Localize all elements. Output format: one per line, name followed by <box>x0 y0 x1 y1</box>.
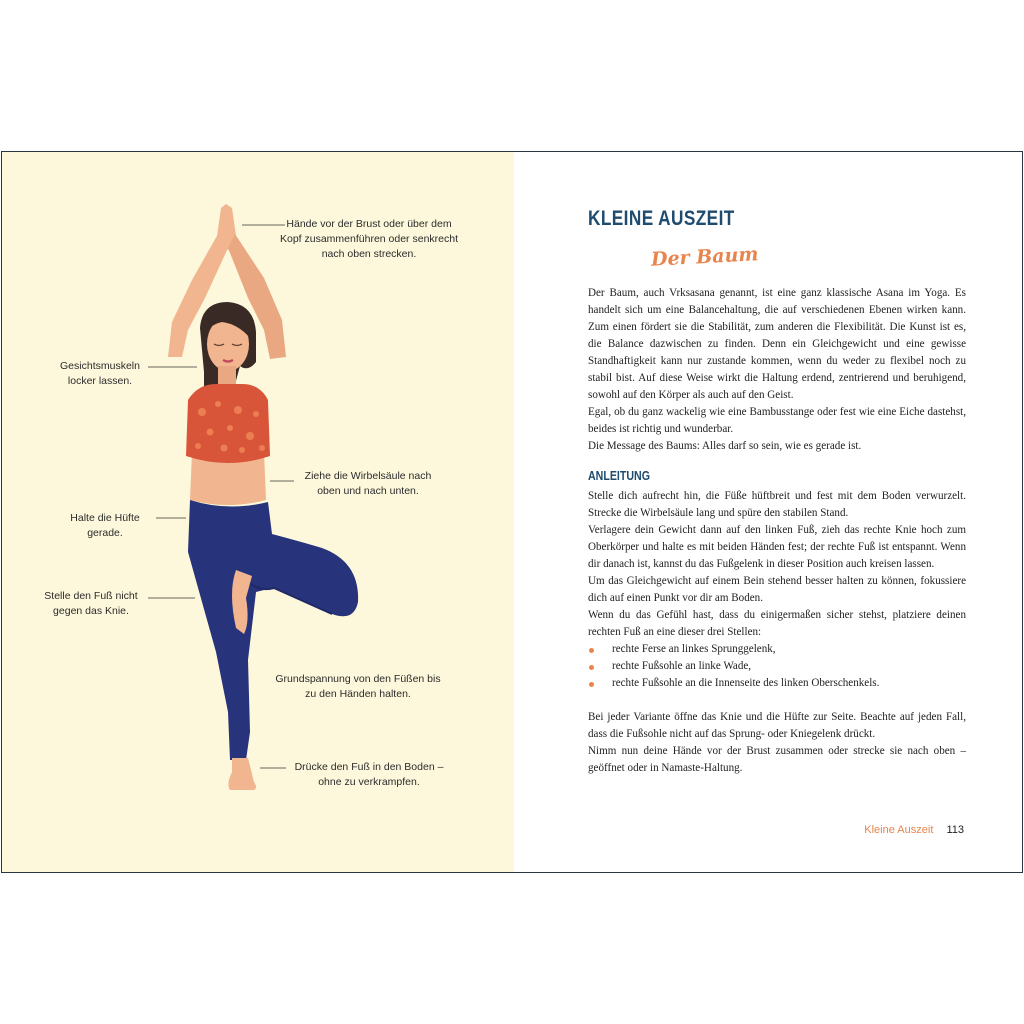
instruction-paragraph: Stelle dich aufrecht hin, die Füße hüftbreit und fest mit dem Boden verwurzelt. Strecke die Wirbelsäule lang und spüre den stabilen Stand. <box>588 490 966 519</box>
intro-paragraph: Egal, ob du ganz wackelig wie eine Bambusstange oder fest wie eine Eiche dastehst, beides ist richtig und wunderbar. <box>588 406 966 435</box>
intro-paragraph: Die Message des Baums: Alles darf so sein, wie es gerade ist. <box>588 440 862 452</box>
closing-paragraph: Bei jeder Variante öffne das Knie und die Hüfte zur Seite. Beachte auf jeden Fall, dass die Fußsohle nicht auf das Sprung- oder Kniegelenk drückt. <box>588 711 966 740</box>
page-heading: KLEINE AUSZEIT <box>588 207 735 230</box>
list-item: rechte Ferse an linkes Sprunggelenk, <box>588 641 966 658</box>
callout-hip: Halte die Hüfte gerade. <box>70 512 140 539</box>
callout-foot: Stelle den Fuß nicht gegen das Knie. <box>44 590 138 617</box>
instruction-paragraph: Wenn du das Gefühl hast, dass du einigermaßen sicher stehst, platziere deinen rechten Fuß an eine dieser drei Stellen: <box>588 609 966 638</box>
callout-tension: Grundspannung von den Füßen bis zu den Händen halten. <box>275 673 441 700</box>
section-heading-instructions: ANLEITUNG <box>588 469 650 483</box>
instruction-paragraph: Verlagere dein Gewicht dann auf den linken Fuß, zieh das rechte Knie hoch zum Oberkörper und halte es mit beiden Händen fest; der rechte Fuß ist entspannt. Wenn dir danach ist, kannst du das Fußgelenk in dieser Position auch kreisen lassen. <box>588 524 966 570</box>
book-spread <box>1 151 1023 873</box>
spacer <box>588 692 966 709</box>
page-number: 113 <box>946 824 964 836</box>
position-list <box>588 641 966 692</box>
page-footer <box>864 824 964 836</box>
script-title: Der Baum <box>650 243 759 271</box>
right-page <box>514 152 1022 872</box>
intro-paragraph: Der Baum, auch Vrksasana genannt, ist eine ganz klassische Asana im Yoga. Es handelt sich um eine Balancehaltung, die auf verschiedenen Ebenen wirken kann. Zum einen fördert sie die Stabilität, zum anderen die Flexibilität. Die Kunst ist es, die Balance dazwischen zu finden. Denn ein Gleichgewicht und eine gewisse Standhaftigkeit kann nur zustande kommen, wenn du weder zu flexibel noch zu stabil bist. Auf diese Weise wirkt die Haltung erdend, zentrierend und beruhigend, sowohl auf den Körper als auch auf den Geist. <box>588 287 966 401</box>
instruction-paragraph: Um das Gleichgewicht auf einem Bein stehend besser halten zu können, fokussiere dich auf einen Punkt vor dir am Boden. <box>588 575 966 604</box>
intro-text <box>588 285 966 455</box>
callout-standing-foot: Drücke den Fuß in den Boden – ohne zu verkrampfen. <box>294 761 444 788</box>
footer-section-title: Kleine Auszeit <box>864 824 934 836</box>
list-item: rechte Fußsohle an die Innenseite des linken Oberschenkels. <box>588 675 966 692</box>
instruction-text <box>588 488 966 777</box>
closing-paragraph: Nimm nun deine Hände vor der Brust zusammen oder strecke sie nach oben – geöffnet oder in Namaste-Haltung. <box>588 745 966 774</box>
left-page <box>2 152 514 872</box>
list-item: rechte Fußsohle an linke Wade, <box>588 658 966 675</box>
callout-spine: Ziehe die Wirbelsäule nach oben und nach unten. <box>304 470 432 497</box>
callout-hands: Hände vor der Brust oder über dem Kopf zusammenführen oder senkrecht nach oben strecken. <box>279 218 458 260</box>
callout-face: Gesichtsmuskeln locker lassen. <box>60 360 140 387</box>
